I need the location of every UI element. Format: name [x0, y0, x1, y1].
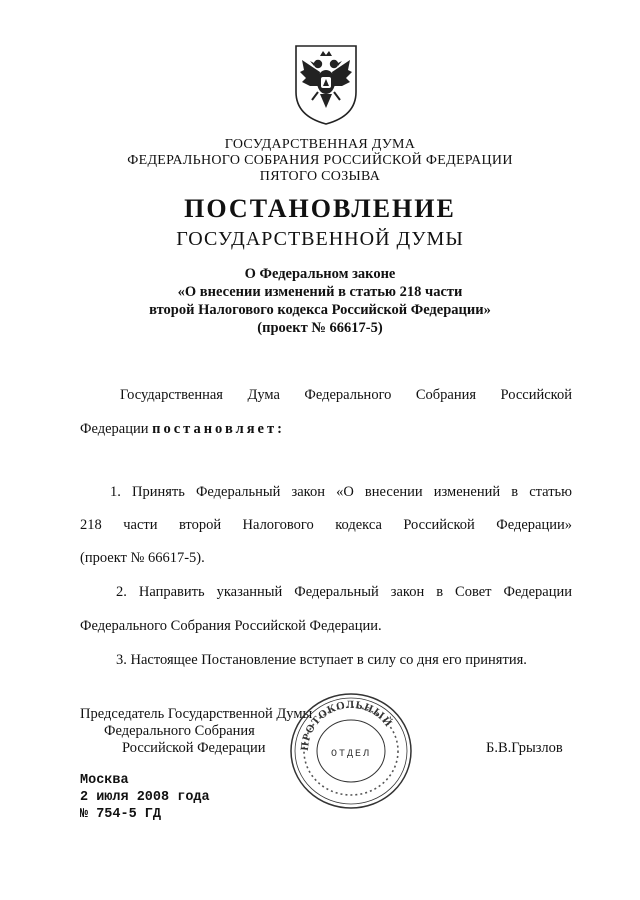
preamble-line-2 [80, 421, 285, 438]
page-subtitle: ГОСУДАРСТВЕННОЙ ДУМЫ [176, 228, 464, 250]
item-2-line-2: Федерального Собрания Российской Федерации. [80, 618, 382, 634]
law-line-4: (проект № 66617-5) [257, 320, 383, 336]
russian-coat-of-arms-icon [290, 42, 362, 126]
law-line-3: второй Налогового кодекса Российской Федерации» [149, 302, 491, 318]
stamp-ring-text: ПРОТОКОЛЬНЫЙ [298, 698, 395, 752]
footer-number: № 754-5 ГД [80, 807, 162, 822]
signature-line-1: Председатель Государственной Думы [80, 706, 313, 722]
preamble-line-1: Государственная Дума Федерального Собрания Российской [120, 387, 572, 403]
item-3-line-1: 3. Настоящее Постановление вступает в силу со дня его принятия. [116, 652, 527, 668]
signature-line-3: Российской Федерации [122, 740, 266, 756]
page-title: ПОСТАНОВЛЕНИЕ [184, 194, 456, 223]
preamble-prefix: Федерации [80, 421, 149, 437]
footer-date: 2 июля 2008 года [80, 790, 210, 805]
signatory-name: Б.В.Грызлов [486, 740, 563, 756]
item-1-line-3: (проект № 66617-5). [80, 550, 205, 566]
header-line-3: ПЯТОГО СОЗЫВА [259, 169, 381, 184]
law-line-2: «О внесении изменений в статью 218 части [177, 284, 463, 300]
footer-city: Москва [80, 773, 129, 788]
item-2-line-1: 2. Направить указанный Федеральный закон в Совет Федерации [116, 584, 572, 600]
law-line-1: О Федеральном законе [244, 266, 396, 282]
item-1-line-1: 1. Принять Федеральный закон «О внесении изменений в статью [110, 484, 572, 500]
preamble-verb: постановляет: [152, 421, 285, 437]
header-line-2: ФЕДЕРАЛЬНОГО СОБРАНИЯ РОССИЙСКОЙ ФЕДЕРАЦИИ [127, 153, 513, 168]
stamp-center-text: ОТДЕЛ [330, 749, 372, 760]
protocol-department-stamp [286, 686, 416, 816]
item-1-line-2: 218 части второй Налогового кодекса Российской Федерации» [80, 517, 572, 533]
signature-line-2: Федерального Собрания [104, 723, 255, 739]
header-line-1: ГОСУДАРСТВЕННАЯ ДУМА [224, 137, 416, 152]
